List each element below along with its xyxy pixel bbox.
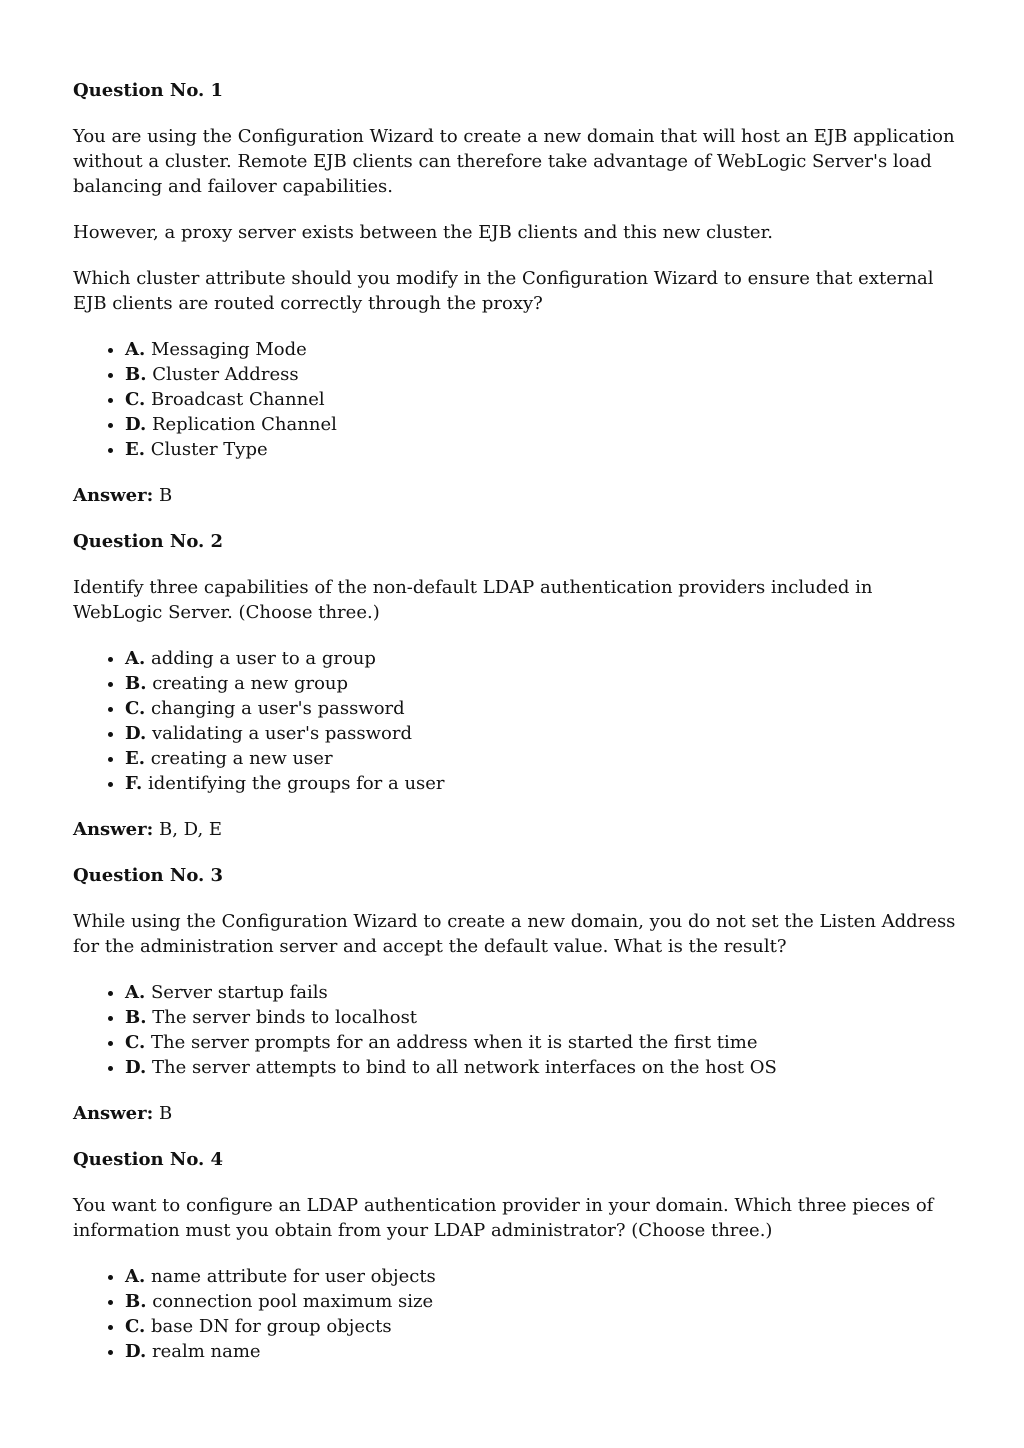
option-letter: B. [125, 1291, 147, 1312]
option-item [125, 646, 964, 671]
answer-label: Answer: [73, 819, 154, 840]
option-letter: B. [125, 673, 147, 694]
option-item [125, 437, 964, 462]
question-2 [73, 529, 964, 842]
option-letter: D. [125, 723, 147, 744]
option-text: Messaging Mode [150, 339, 307, 360]
option-item [125, 1055, 964, 1080]
option-item [125, 771, 964, 796]
option-text: name attribute for user objects [150, 1266, 436, 1287]
answer [73, 1101, 964, 1126]
option-item [125, 1264, 964, 1289]
option-letter: E. [125, 748, 145, 769]
option-letter: A. [125, 648, 146, 669]
option-text: creating a new user [150, 748, 333, 769]
question-title: Question No. 1 [73, 80, 224, 101]
answer-label: Answer: [73, 485, 154, 506]
option-item [125, 980, 964, 1005]
option-letter: D. [125, 414, 147, 435]
option-item [125, 387, 964, 412]
option-item [125, 721, 964, 746]
option-letter: C. [125, 698, 146, 719]
option-letter: C. [125, 1316, 146, 1337]
option-text: The server attempts to bind to all network interfaces on the host OS [151, 1057, 777, 1078]
option-letter: C. [125, 389, 146, 410]
option-item [125, 1339, 964, 1364]
option-text: Cluster Type [150, 439, 268, 460]
option-list [73, 980, 964, 1080]
question-paragraph: Which cluster attribute should you modify in the Configuration Wizard to ensure that external EJB clients are routed correctly through the proxy? [73, 268, 934, 314]
question-title: Question No. 2 [73, 531, 224, 552]
option-item [125, 696, 964, 721]
option-letter: A. [125, 339, 146, 360]
option-letter: B. [125, 364, 147, 385]
option-item [125, 1289, 964, 1314]
option-text: The server binds to localhost [152, 1007, 418, 1028]
option-item [125, 412, 964, 437]
question-3 [73, 863, 964, 1126]
question-paragraph: You are using the Configuration Wizard to create a new domain that will host an EJB application without a cluster. Remote EJB clients can therefore take advantage of WebLogic Server's load balancing and failover capabilities. [73, 126, 955, 197]
answer [73, 817, 964, 842]
question-paragraph: However, a proxy server exists between the EJB clients and this new cluster. [73, 222, 773, 243]
option-letter: A. [125, 1266, 146, 1287]
question-4 [73, 1147, 964, 1364]
option-text: The server prompts for an address when it is started the first time [151, 1032, 758, 1053]
question-paragraph: You want to configure an LDAP authentication provider in your domain. Which three pieces of information must you obtain from your LDAP administrator? (Choose three.) [73, 1195, 934, 1241]
option-item [125, 1005, 964, 1030]
answer [73, 483, 964, 508]
answer-value: B [159, 485, 173, 506]
option-text: changing a user's password [151, 698, 405, 719]
option-text: realm name [151, 1341, 261, 1362]
answer-value: B, D, E [159, 819, 223, 840]
option-text: creating a new group [152, 673, 349, 694]
option-letter: C. [125, 1032, 146, 1053]
option-text: connection pool maximum size [152, 1291, 434, 1312]
option-letter: B. [125, 1007, 147, 1028]
option-text: Server startup fails [150, 982, 328, 1003]
option-letter: D. [125, 1341, 147, 1362]
question-title: Question No. 4 [73, 1149, 224, 1170]
option-item [125, 1314, 964, 1339]
option-item [125, 746, 964, 771]
option-text: base DN for group objects [151, 1316, 392, 1337]
question-title: Question No. 3 [73, 865, 224, 886]
option-text: Replication Channel [151, 414, 337, 435]
option-text: Cluster Address [152, 364, 299, 385]
option-letter: D. [125, 1057, 147, 1078]
option-list [73, 337, 964, 462]
option-letter: A. [125, 982, 146, 1003]
option-item [125, 362, 964, 387]
answer-value: B [159, 1103, 173, 1124]
option-letter: E. [125, 439, 145, 460]
option-text: Broadcast Channel [151, 389, 325, 410]
option-text: identifying the groups for a user [147, 773, 445, 794]
option-item [125, 337, 964, 362]
answer-label: Answer: [73, 1103, 154, 1124]
question-paragraph: While using the Configuration Wizard to create a new domain, you do not set the Listen Address for the administration server and accept the default value. What is the result? [73, 911, 956, 957]
option-letter: F. [125, 773, 143, 794]
question-1 [73, 78, 964, 508]
option-list [73, 646, 964, 796]
option-text: validating a user's password [151, 723, 413, 744]
option-item [125, 671, 964, 696]
question-paragraph: Identify three capabilities of the non-default LDAP authentication providers included in WebLogic Server. (Choose three.) [73, 577, 873, 623]
option-text: adding a user to a group [150, 648, 376, 669]
option-list [73, 1264, 964, 1364]
option-item [125, 1030, 964, 1055]
